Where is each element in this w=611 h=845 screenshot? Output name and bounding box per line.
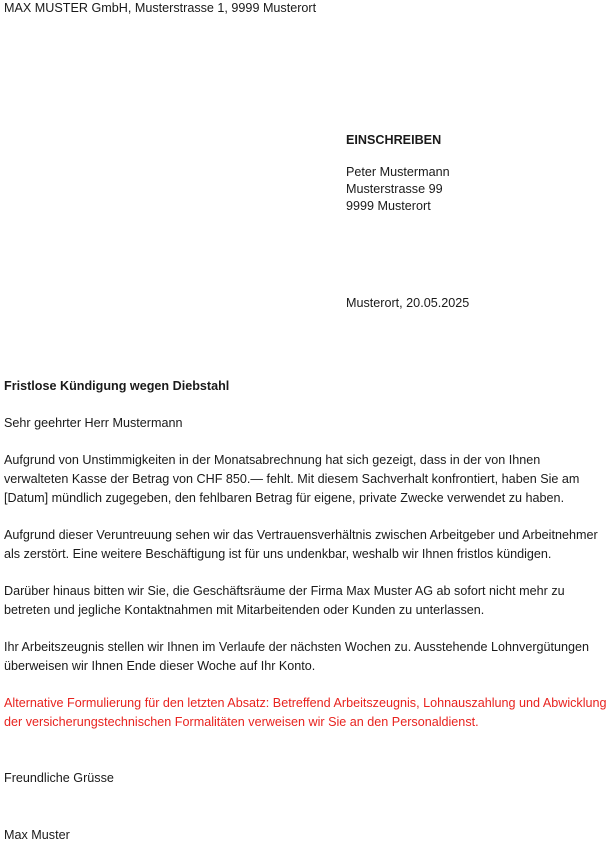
body-paragraph-3: Darüber hinaus bitten wir Sie, die Geschäftsräume der Firma Max Muster AG ab sofort nicht mehr zu betreten und jegliche Kontaktnahmen mit Mitarbeitenden oder Kunden zu unterlassen. xyxy=(4,584,565,617)
recipient-street: Musterstrasse 99 xyxy=(346,182,443,196)
body-paragraph-4: Ihr Arbeitszeugnis stellen wir Ihnen im Verlaufe der nächsten Wochen zu. Ausstehende Lohnvergütungen überweisen wir Ihnen Ende dieser Woche auf Ihr Konto. xyxy=(4,640,590,673)
place-date-line: Musterort, 20.05.2025 xyxy=(346,296,470,310)
body-paragraph-2: Aufgrund dieser Veruntreuung sehen wir das Vertrauensverhältnis zwischen Arbeitgeber und Arbeitnehmer als zerstört. Eine weitere Beschäftigung ist für uns undenkbar, weshalb wir Ihnen fristlos kündigen. xyxy=(4,528,598,561)
letter-body xyxy=(4,377,608,845)
body-paragraph-1: Aufgrund von Unstimmigkeiten in der Monatsabrechnung hat sich gezeigt, dass in der von Ihnen verwalteten Kasse der Betrag von CHF 850.— fehlt. Mit diesem Sachverhalt konfrontiert, haben Sie am [Datum] mündlich zugegeben, den fehlbaren Betrag für eigene, private Zwecke verwendet zu haben. xyxy=(4,453,580,505)
sender-address-line: MAX MUSTER GmbH, Musterstrasse 1, 9999 Musterort xyxy=(4,1,317,15)
closing-greeting: Freundliche Grüsse xyxy=(4,771,114,785)
alternative-wording-note: Alternative Formulierung für den letzten Absatz: Betreffend Arbeitszeugnis, Lohnauszahlung und Abwicklung der versicherungstechnischen Formalitäten verweisen wir Sie an den Personaldienst. xyxy=(4,696,607,729)
registered-mail-label: EINSCHREIBEN xyxy=(346,133,442,147)
letter-subject: Fristlose Kündigung wegen Diebstahl xyxy=(4,379,230,393)
recipient-address-block xyxy=(346,132,450,215)
signature-name: Max Muster xyxy=(4,828,70,842)
recipient-city: 9999 Musterort xyxy=(346,199,431,213)
recipient-name: Peter Mustermann xyxy=(346,165,450,179)
salutation: Sehr geehrter Herr Mustermann xyxy=(4,416,183,430)
